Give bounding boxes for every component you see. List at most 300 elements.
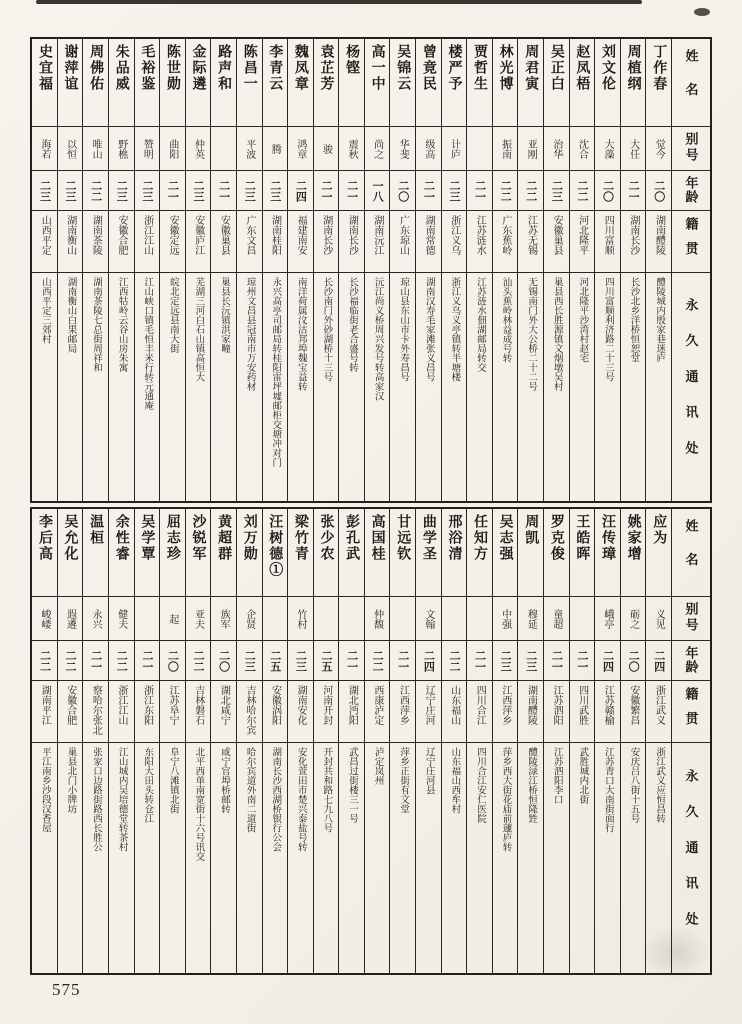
entry-alias-text: 竹村 <box>294 608 306 629</box>
entry-alias-text: 腾 <box>269 143 281 154</box>
entry-address <box>109 273 134 501</box>
entry-origin <box>160 211 185 273</box>
entry-name <box>314 39 339 127</box>
entry-origin <box>186 211 211 273</box>
entry-alias <box>544 597 569 641</box>
directory-entry-column <box>109 39 135 501</box>
entry-age-text: 二三 <box>499 649 512 672</box>
entry-address-text: 辽宁庄河县 <box>423 747 434 795</box>
entry-name <box>58 39 83 127</box>
entry-alias-text: 亚夫 <box>192 608 204 629</box>
entry-origin-text: 安徽巢县 <box>551 215 563 255</box>
entry-address-text: 安化萱田市楚兴泰盐号转 <box>295 747 306 852</box>
entry-name-text: 梁竹青 <box>292 514 308 562</box>
entry-alias-text: 义见 <box>653 608 665 629</box>
entry-alias <box>416 597 441 641</box>
entry-origin-text: 山东福山 <box>448 685 460 725</box>
entry-origin <box>595 211 620 273</box>
entry-address <box>570 273 595 501</box>
entry-alias <box>288 127 313 171</box>
directory-entry-column <box>339 39 365 501</box>
entry-age-text: 二一 <box>319 179 332 202</box>
entry-alias <box>365 597 390 641</box>
entry-origin-text: 浙江江山 <box>115 685 127 725</box>
entry-age-text: 二三 <box>243 179 256 202</box>
entry-age-text: 二一 <box>627 179 640 202</box>
entry-origin-text: 湖南长沙 <box>320 215 332 255</box>
entry-name <box>339 39 364 127</box>
entry-name-text: 高国桂 <box>369 514 385 562</box>
entry-origin <box>83 681 108 743</box>
entry-name-text: 周佛佑 <box>88 44 104 92</box>
entry-address <box>109 743 134 973</box>
entry-age <box>467 171 492 211</box>
entry-alias <box>263 597 288 641</box>
entry-origin <box>109 681 134 743</box>
entry-origin-text: 广东蕉岭 <box>499 215 511 255</box>
directory-entry-column <box>109 509 135 973</box>
entry-address-text: 东阳大田头转仓江 <box>142 747 153 823</box>
entry-origin-text: 浙江江山 <box>141 215 153 255</box>
entry-address <box>570 743 595 973</box>
entry-age-text: 二四 <box>601 649 614 672</box>
entry-origin-text: 安徽涡阳 <box>269 685 281 725</box>
entry-name-text: 袁芷芳 <box>318 44 334 92</box>
entry-alias <box>160 597 185 641</box>
entry-origin-text: 江苏无锡 <box>525 215 537 255</box>
entry-alias <box>570 127 595 171</box>
entry-alias <box>237 127 262 171</box>
entry-name <box>544 509 569 597</box>
entry-address-text: 巢县北门小牌坊 <box>65 747 76 814</box>
entry-alias-text: 鸿章 <box>294 138 306 159</box>
entry-alias-text: 企贤 <box>243 608 255 629</box>
entry-name-text: 高一中 <box>369 44 385 92</box>
entry-alias-text: 亚刚 <box>525 138 537 159</box>
directory-entry-column <box>416 509 442 973</box>
entry-age <box>211 641 236 681</box>
entry-name <box>135 509 160 597</box>
entry-alias-text: 治华 <box>550 138 562 159</box>
entry-origin <box>58 211 83 273</box>
entry-age-text: 二〇 <box>217 649 230 672</box>
entry-age <box>493 171 518 211</box>
entry-origin-text: 湖南长沙 <box>346 215 358 255</box>
entry-name <box>237 39 262 127</box>
entry-age <box>595 171 620 211</box>
directory-entry-column <box>186 509 212 973</box>
directory-entry-column <box>135 509 161 973</box>
entry-address-text: 山东福山西牟村 <box>449 747 460 814</box>
entry-age-text: 二〇 <box>627 649 640 672</box>
entry-address <box>390 273 415 501</box>
entry-address <box>467 273 492 501</box>
entry-origin <box>646 681 671 743</box>
entry-name-text: 林光博 <box>497 44 513 92</box>
entry-name-text: 汪树德① <box>267 514 283 578</box>
entry-alias <box>621 597 646 641</box>
entry-name-text: 沙锐军 <box>190 514 206 562</box>
directory-entry-column <box>83 509 109 973</box>
entry-origin <box>570 211 595 273</box>
entry-origin <box>339 211 364 273</box>
directory-entry-column <box>83 39 109 501</box>
directory-entry-column <box>58 39 84 501</box>
entry-origin <box>621 681 646 743</box>
row-header-column-lower <box>672 509 710 973</box>
directory-entry-column <box>442 509 468 973</box>
entry-name-text: 陈昌一 <box>241 44 257 92</box>
entry-name-text: 吴锦云 <box>395 44 411 92</box>
entry-name <box>314 509 339 597</box>
entry-origin-text: 江苏涟水 <box>474 215 486 255</box>
header-alias-text: 别号 <box>683 602 699 635</box>
entry-alias <box>211 597 236 641</box>
entry-origin <box>544 211 569 273</box>
entry-origin-text: 辽宁庄河 <box>423 685 435 725</box>
entry-alias <box>442 127 467 171</box>
entry-age-text: 二一 <box>345 649 358 672</box>
entry-alias <box>186 127 211 171</box>
entry-age-text: 二一 <box>166 179 179 202</box>
header-name <box>672 39 710 127</box>
directory-entry-column <box>58 509 84 973</box>
entry-origin-text: 广东琼山 <box>397 215 409 255</box>
entry-age-text: 一八 <box>371 179 384 202</box>
entry-origin-text: 浙江武义 <box>653 685 665 725</box>
entry-address <box>518 743 543 973</box>
entry-age-text: 二三 <box>38 179 51 202</box>
entry-age-text: 二二 <box>115 649 128 672</box>
entry-alias <box>32 127 57 171</box>
entry-origin <box>416 681 441 743</box>
entry-alias-text: 海若 <box>38 138 50 159</box>
directory-entry-column <box>186 39 212 501</box>
entry-alias <box>135 127 160 171</box>
entry-age <box>135 171 160 211</box>
entry-name <box>390 39 415 127</box>
entry-name-text: 楼严予 <box>446 44 462 92</box>
entry-origin <box>442 681 467 743</box>
entry-name <box>442 509 467 597</box>
entry-age <box>237 641 262 681</box>
entry-origin <box>83 211 108 273</box>
entry-alias <box>416 127 441 171</box>
entry-name-text: 黄超群 <box>216 514 232 562</box>
entry-address-text: 浙江义乌义亭镇转半塘楼 <box>449 277 460 382</box>
entry-address <box>416 273 441 501</box>
entry-address-text: 江山峡口镇毛恒丰米行转元通庵 <box>142 277 153 410</box>
header-address-text: 永久通讯处 <box>683 297 699 477</box>
page-number: 575 <box>52 980 81 999</box>
entry-origin-text: 湖南衡山 <box>64 215 76 255</box>
entry-age-text: 二二 <box>575 179 588 202</box>
entry-name <box>211 509 236 597</box>
directory-entry-column <box>211 39 237 501</box>
entry-age <box>621 641 646 681</box>
entry-name <box>595 39 620 127</box>
entry-origin-text: 湖南平江 <box>39 685 51 725</box>
entry-origin <box>211 211 236 273</box>
entry-origin-text: 江西萍乡 <box>499 685 511 725</box>
entry-origin <box>570 681 595 743</box>
entry-origin <box>365 211 390 273</box>
entry-name <box>390 509 415 597</box>
entry-name <box>493 509 518 597</box>
entry-age-text: 二一 <box>140 649 153 672</box>
directory-entry-column <box>621 39 647 501</box>
entry-address-text: 江西牯岭云谷山房朱寓 <box>116 277 127 372</box>
entry-alias-text: 穆延 <box>525 608 537 629</box>
entry-alias-text: 大藻 <box>602 138 614 159</box>
entry-name-text: 吴志强 <box>497 514 513 562</box>
entry-age <box>365 641 390 681</box>
entry-name <box>135 39 160 127</box>
entry-name <box>621 39 646 127</box>
entry-address-text: 哈尔宾道外南二道街 <box>244 747 255 833</box>
entry-age-text: 二二 <box>447 649 460 672</box>
entry-address-text: 湖南汉寿毛家滩张义昌号 <box>423 277 434 382</box>
entry-age <box>518 171 543 211</box>
entry-origin-text: 湖南沅江 <box>371 215 383 255</box>
entry-name-text: 路声和 <box>216 44 232 92</box>
entry-name <box>109 39 134 127</box>
entry-name-text: 贾哲生 <box>472 44 488 92</box>
entry-name <box>442 39 467 127</box>
directory-entry-column <box>595 39 621 501</box>
entry-name <box>570 39 595 127</box>
entry-age <box>58 641 83 681</box>
entry-origin <box>263 681 288 743</box>
entry-age-text: 二〇 <box>166 649 179 672</box>
directory-entry-column <box>518 39 544 501</box>
entry-address-text: 阜宁八滩镇北街 <box>167 747 178 814</box>
entry-address <box>83 743 108 973</box>
entry-name-text: 刘万勋 <box>241 514 257 562</box>
entry-age-text: 二一 <box>217 179 230 202</box>
entry-address-text: 沅江尚义桥周兴发号转高家汉 <box>372 277 383 401</box>
entry-age-text: 二五 <box>319 649 332 672</box>
entry-age <box>263 641 288 681</box>
entry-age <box>390 171 415 211</box>
entry-alias <box>263 127 288 171</box>
entry-name <box>32 509 57 597</box>
entry-origin <box>493 681 518 743</box>
entry-origin-text: 福建南安 <box>295 215 307 255</box>
entry-alias-text: 赞明 <box>141 138 153 159</box>
entry-alias <box>493 127 518 171</box>
entry-origin <box>518 211 543 273</box>
entry-age <box>32 171 57 211</box>
entry-origin <box>237 211 262 273</box>
entry-alias-text: 平波 <box>243 138 255 159</box>
entry-origin <box>263 211 288 273</box>
directory-entry-column <box>646 39 672 501</box>
entry-origin <box>595 681 620 743</box>
entry-age <box>160 171 185 211</box>
entry-name <box>109 509 134 597</box>
entry-address <box>32 273 57 501</box>
entry-name <box>544 39 569 127</box>
entry-age-text: 二三 <box>140 179 153 202</box>
entry-origin-text: 湖南醴陵 <box>525 685 537 725</box>
entry-alias <box>314 127 339 171</box>
entry-age-text: 二三 <box>115 179 128 202</box>
entry-address-text: 泸定岚州 <box>372 747 383 785</box>
entry-address <box>493 743 518 973</box>
entry-address <box>288 273 313 501</box>
directory-entry-column <box>390 509 416 973</box>
entry-alias-text: 仲英 <box>192 138 204 159</box>
header-alias <box>672 127 710 171</box>
directory-entry-column <box>544 509 570 973</box>
entry-age-text: 二二 <box>371 649 384 672</box>
entry-age-text: 二五 <box>268 649 281 672</box>
entry-address <box>32 743 57 973</box>
entry-name-text: 罗克俊 <box>548 514 564 562</box>
entry-age <box>314 171 339 211</box>
entry-age-text: 二三 <box>268 179 281 202</box>
entry-address <box>365 743 390 973</box>
entry-address <box>58 273 83 501</box>
entry-address-text: 江苏青口大南街面行 <box>602 747 613 833</box>
header-age-text: 年龄 <box>683 176 699 205</box>
entry-address <box>160 743 185 973</box>
scan-artifact-corner-mark <box>694 8 710 16</box>
entry-address <box>467 743 492 973</box>
entry-age <box>211 171 236 211</box>
entry-origin <box>32 681 57 743</box>
header-address-text: 永久通讯处 <box>683 768 699 948</box>
entry-name <box>263 509 288 597</box>
entry-alias <box>390 597 415 641</box>
entry-origin <box>646 211 671 273</box>
entry-alias <box>467 127 492 171</box>
directory-entry-column <box>263 39 289 501</box>
entry-age <box>570 171 595 211</box>
entry-address <box>211 743 236 973</box>
entry-name-text: 吴允化 <box>62 514 78 562</box>
entry-alias-text: 振南 <box>499 138 511 159</box>
entry-address <box>646 743 671 973</box>
entry-address-text: 北平西单南宽街十六号讯交 <box>193 747 204 861</box>
entry-age <box>518 641 543 681</box>
entry-alias-text: 骏 <box>320 143 332 154</box>
entry-address-text: 长沙福临街老合盛号转 <box>346 277 357 372</box>
header-address <box>672 743 710 973</box>
entry-alias <box>646 597 671 641</box>
entry-alias-text: 峨亭 <box>602 608 614 629</box>
entry-name-text: 应为 <box>651 514 667 546</box>
entry-name-text: 金际遴 <box>190 44 206 92</box>
entry-origin-text: 西康泸定 <box>371 685 383 725</box>
directory-entry-column <box>621 509 647 973</box>
entry-age-text: 二三 <box>64 179 77 202</box>
entry-name <box>339 509 364 597</box>
entry-name <box>160 39 185 127</box>
entry-origin <box>109 211 134 273</box>
entry-address-text: 河北隆平沙湾村赵宅 <box>577 277 588 363</box>
entry-alias <box>339 127 364 171</box>
entry-name-text: 魏凤章 <box>292 44 308 92</box>
entry-address-text: 南洋荷属汶沽邦埠魏宝益转 <box>295 277 306 391</box>
entry-alias-text: 起 <box>166 613 178 624</box>
entry-address <box>544 743 569 973</box>
entry-address <box>595 273 620 501</box>
entry-age <box>32 641 57 681</box>
entry-name-text: 任知方 <box>472 514 488 562</box>
directory-entry-column <box>493 39 519 501</box>
entry-name <box>570 509 595 597</box>
entry-address <box>339 743 364 973</box>
entry-alias <box>58 597 83 641</box>
entry-age <box>646 171 671 211</box>
entry-alias <box>365 127 390 171</box>
directory-entry-column <box>32 39 58 501</box>
entry-origin <box>467 211 492 273</box>
entry-origin <box>237 681 262 743</box>
entry-name-text: 曲学圣 <box>420 514 436 562</box>
entry-age <box>390 641 415 681</box>
entry-name <box>365 39 390 127</box>
header-origin-text: 籍贯 <box>683 216 699 267</box>
entry-age <box>442 171 467 211</box>
entry-origin <box>467 681 492 743</box>
entry-origin-text: 山西平定 <box>39 215 51 255</box>
entry-age-text: 二三 <box>550 179 563 202</box>
entry-address-text: 张家口边路街路西长胜公 <box>91 747 102 852</box>
entry-name-text: 邢浴清 <box>446 514 462 562</box>
entry-origin-text: 安徽巢县 <box>218 215 230 255</box>
entry-origin <box>288 211 313 273</box>
entry-origin-text: 四川合江 <box>474 685 486 725</box>
entry-origin <box>32 211 57 273</box>
entry-address <box>186 273 211 501</box>
directory-entry-column <box>314 509 340 973</box>
entry-origin-text: 察哈尔张北 <box>90 685 102 735</box>
entry-address-text: 永兴高亭司邮局转桂阳雷坪墟邮柜交塘冲对门 <box>270 277 281 467</box>
entry-age-text: 二〇 <box>396 179 409 202</box>
entry-name <box>416 509 441 597</box>
entry-age-text: 二一 <box>575 649 588 672</box>
header-age <box>672 171 710 211</box>
entry-age <box>83 171 108 211</box>
entry-age-text: 二四 <box>422 649 435 672</box>
header-name-text: 姓名 <box>683 48 699 117</box>
entry-name-text: 谢萍谊 <box>62 44 78 92</box>
entry-address-text: 咸宁官埠桥邮转 <box>219 747 229 814</box>
entry-alias <box>544 127 569 171</box>
entry-alias <box>314 597 339 641</box>
entry-origin <box>416 211 441 273</box>
entry-origin <box>390 681 415 743</box>
entry-alias-text: 曲阳 <box>166 138 178 159</box>
entry-alias <box>109 597 134 641</box>
entry-name-text: 温桓 <box>88 514 104 546</box>
entry-age <box>58 171 83 211</box>
entry-age-text: 二一 <box>422 179 435 202</box>
entries-lower <box>32 509 672 973</box>
entry-age-text: 二一 <box>396 649 409 672</box>
directory-entry-column <box>390 39 416 501</box>
entry-alias <box>288 597 313 641</box>
entry-alias-text: 砺之 <box>627 608 639 629</box>
entry-origin <box>288 681 313 743</box>
entry-address-text: 醴陵城内殷家巷迷庐 <box>654 277 665 363</box>
directory-entry-column <box>442 39 468 501</box>
entry-age <box>416 641 441 681</box>
entry-age-text: 二二 <box>38 649 51 672</box>
